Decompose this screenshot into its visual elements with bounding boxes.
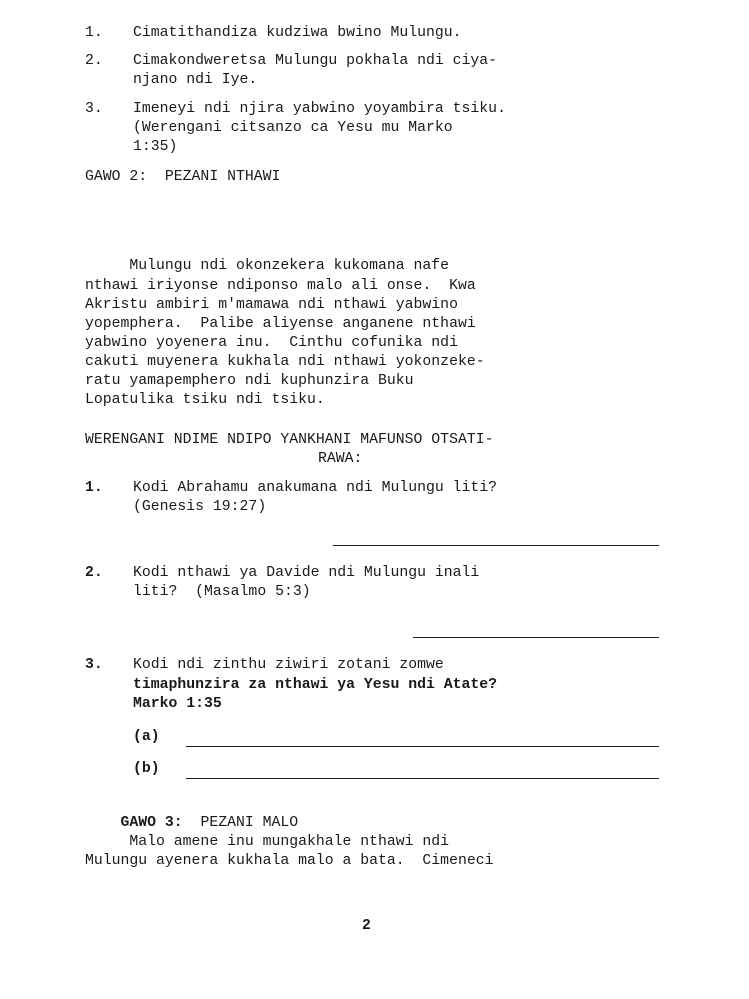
question-text: timaphunzira za nthawi ya Yesu ndi Atate? bbox=[133, 677, 498, 693]
question-text: (Genesis 19:27) bbox=[133, 499, 267, 515]
paragraph-line: Akristu ambiri m'mamawa ndi nthawi yabwino bbox=[85, 297, 458, 313]
answer-label-b: (b) bbox=[133, 761, 160, 777]
section-heading-number: GAWO 3: bbox=[120, 815, 183, 831]
answer-label-a: (a) bbox=[133, 729, 160, 745]
paragraph-line: Lopatulika tsiku ndi tsiku. bbox=[85, 392, 325, 408]
question-text: Marko 1:35 bbox=[133, 696, 222, 712]
paragraph-line: cakuti muyenera kukhala ndi nthawi yokonzeke- bbox=[85, 354, 485, 370]
paragraph-line: Mulungu ndi okonzekera kukomana nafe bbox=[85, 258, 450, 274]
answer-line-a bbox=[186, 746, 659, 747]
page-number: 2 bbox=[362, 918, 371, 934]
list-item: Imeneyi ndi njira yabwino yoyambira tsiku. bbox=[133, 101, 506, 117]
instruction-line: WERENGANI NDIME NDIPO YANKHANI MAFUNSO OTSATI- bbox=[85, 432, 494, 448]
section-heading: GAWO 2: PEZANI NTHAWI bbox=[85, 169, 281, 185]
answer-line bbox=[413, 637, 659, 638]
list-item: njano ndi Iye. bbox=[133, 72, 258, 88]
question-text: Kodi Abrahamu anakumana ndi Mulungu liti? bbox=[133, 480, 498, 496]
question-number: 1. bbox=[85, 480, 103, 496]
list-item: 1:35) bbox=[133, 139, 178, 155]
list-number: 2. bbox=[85, 53, 103, 69]
list-item: Cimatithandiza kudziwa bwino Mulungu. bbox=[133, 25, 462, 41]
section-heading-title: PEZANI MALO bbox=[182, 815, 299, 831]
question-text: liti? (Masalmo 5:3) bbox=[133, 584, 311, 600]
paragraph-line: ratu yamapemphero ndi kuphunzira Buku bbox=[85, 373, 414, 389]
paragraph-line: nthawi iriyonse ndiponso malo ali onse. Kwa bbox=[85, 278, 476, 294]
question-number: 3. bbox=[85, 657, 103, 673]
paragraph-line: yabwino yoyenera inu. Cinthu cofunika ndi bbox=[85, 335, 458, 351]
instruction-line: RAWA: bbox=[318, 451, 363, 467]
list-number: 1. bbox=[85, 25, 103, 41]
answer-line bbox=[333, 545, 659, 546]
list-number: 3. bbox=[85, 101, 103, 117]
question-text: Kodi nthawi ya Davide ndi Mulungu inali bbox=[133, 565, 480, 581]
paragraph-line: Mulungu ayenera kukhala malo a bata. Cimeneci bbox=[85, 853, 494, 869]
list-item: (Werengani citsanzo ca Yesu mu Marko bbox=[133, 120, 453, 136]
answer-line-b bbox=[186, 778, 659, 779]
paragraph-line: yopemphera. Palibe aliyense anganene nthawi bbox=[85, 316, 476, 332]
list-item: Cimakondweretsa Mulungu pokhala ndi ciya- bbox=[133, 53, 498, 69]
question-text: Kodi ndi zinthu ziwiri zotani zomwe bbox=[133, 657, 444, 673]
question-number: 2. bbox=[85, 565, 103, 581]
paragraph-line: Malo amene inu mungakhale nthawi ndi bbox=[85, 834, 450, 850]
